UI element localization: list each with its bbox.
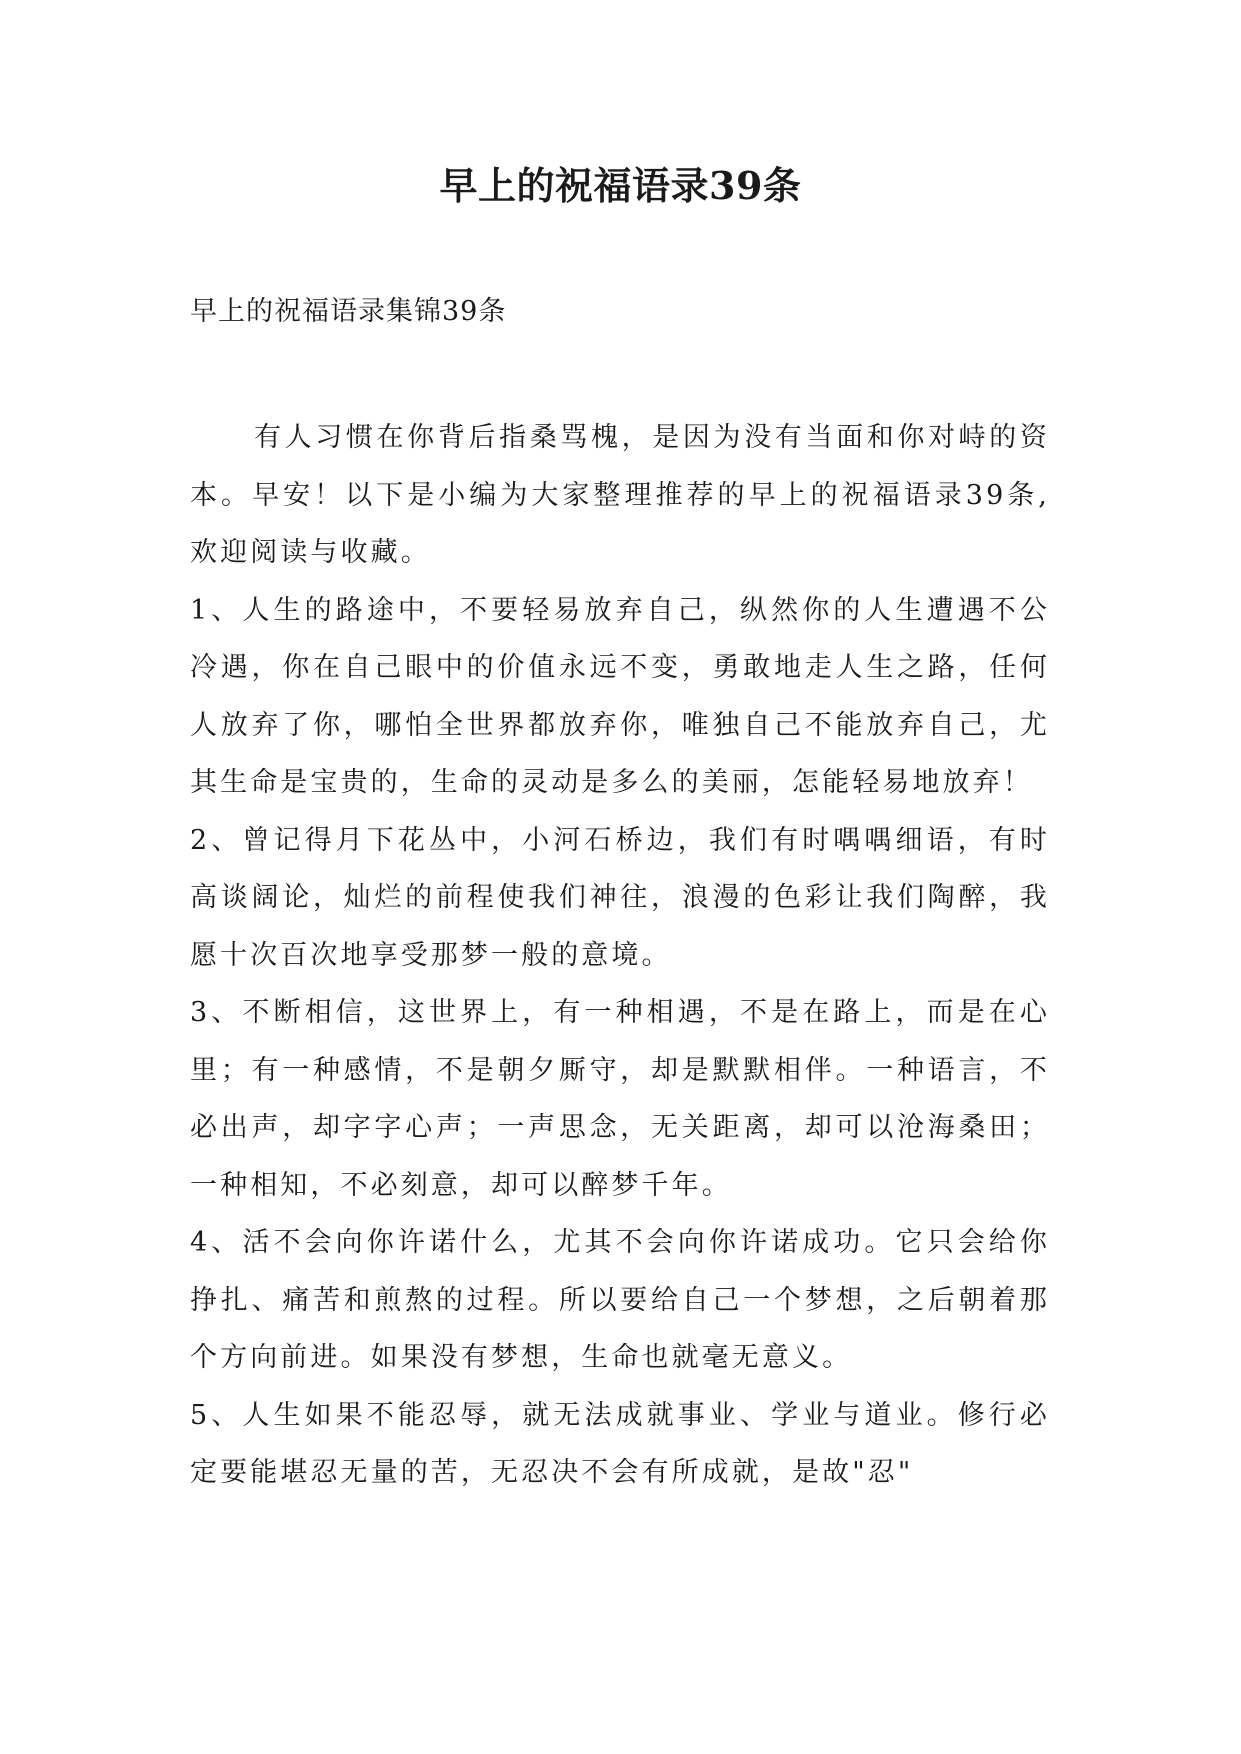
document-body	[190, 409, 1050, 1502]
list-item-4: 4、活不会向你许诺什么，尤其不会向你许诺成功。它只会给你挣扎、痛苦和煎熬的过程。所以要给自己一个梦想，之后朝着那个方向前进。如果没有梦想，生命也就毫无意义。	[190, 1227, 1050, 1373]
document-subtitle: 早上的祝福语录集锦39条	[190, 296, 507, 327]
document-title: 早上的祝福语录39条	[439, 163, 802, 208]
intro-paragraph: 有人习惯在你背后指桑骂槐，是因为没有当面和你对峙的资本。早安！以下是小编为大家整理推荐的早上的祝福语录39条,欢迎阅读与收藏。	[190, 422, 1050, 568]
list-item-2: 2、曾记得月下花丛中，小河石桥边，我们有时喁喁细语，有时高谈阔论，灿烂的前程使我们神往，浪漫的色彩让我们陶醉，我愿十次百次地享受那梦一般的意境。	[190, 824, 1050, 971]
list-item-3: 3、不断相信，这世界上，有一种相遇，不是在路上，而是在心里；有一种感情，不是朝夕厮守，却是默默相伴。一种语言，不必出声，却字字心声；一声思念，无关距离，却可以沧海桑田；一种相知，不必刻意，却可以醉梦千年。	[190, 997, 1050, 1201]
list-item-5: 5、人生如果不能忍辱，就无法成就事业、学业与道业。修行必定要能堪忍无量的苦，无忍决不会有所成就，是故"忍"	[190, 1399, 1050, 1488]
list-item-1: 1、人生的路途中，不要轻易放弃自己，纵然你的人生遭遇不公冷遇，你在自己眼中的价值永远不变，勇敢地走人生之路，任何人放弃了你，哪怕全世界都放弃你，唯独自己不能放弃自己，尤其生命是宝贵的，生命的灵动是多么的美丽，怎能轻易地放弃！	[190, 594, 1050, 798]
